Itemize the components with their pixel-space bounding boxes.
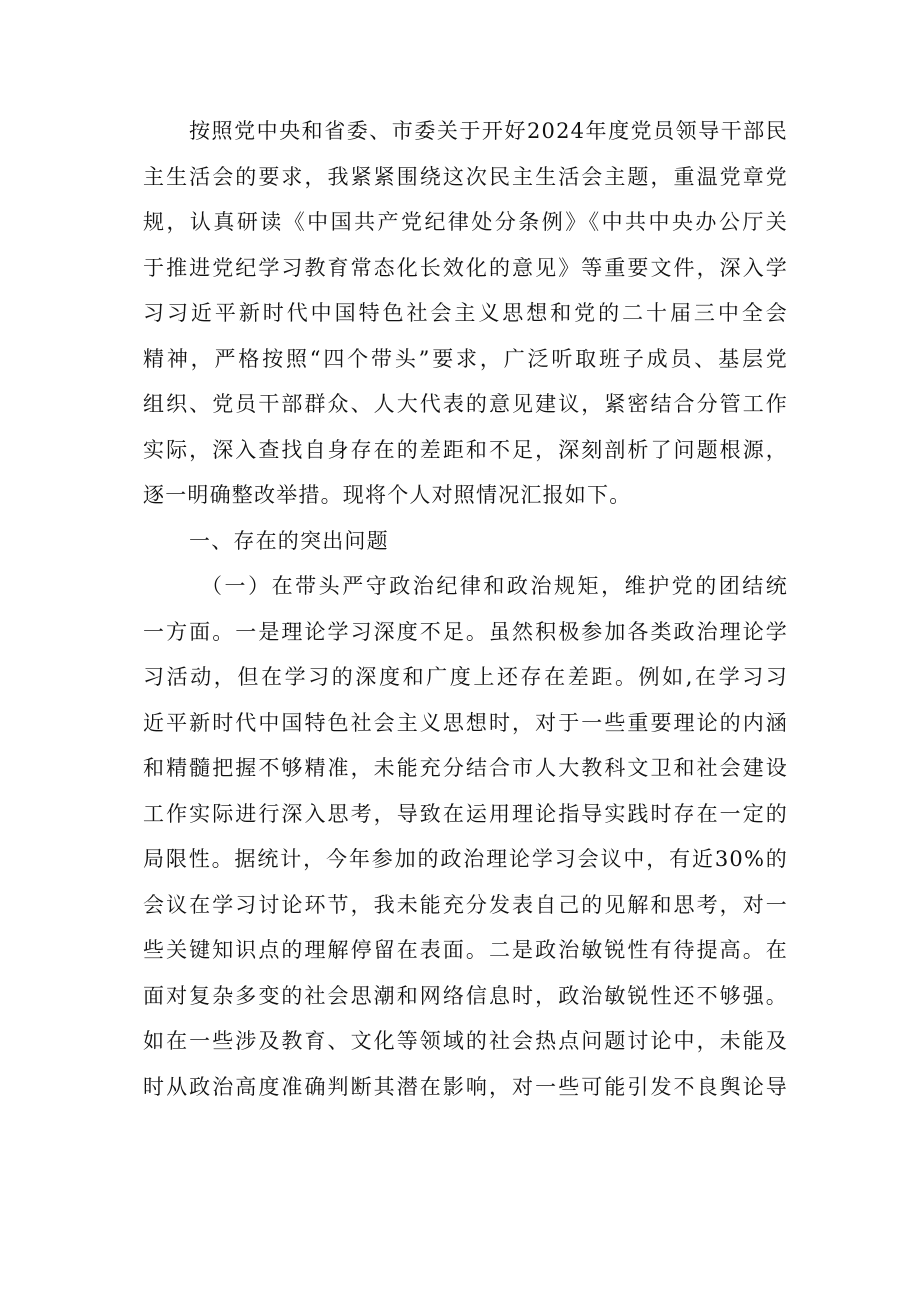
paragraph-2-line-4: 近平新时代中国特色社会主义思想时，对于一些重要理论的内涵 (143, 710, 788, 735)
paragraph-1-line-4: 于推进党纪学习教育常态化长效化的意见》等重要文件，深入学 (143, 255, 788, 280)
paragraph-1-line-2: 主生活会的要求，我紧紧围绕这次民主生活会主题，重温党章党 (143, 164, 788, 189)
paragraph-2-line-5: 和精髓把握不够精准，未能充分结合市人大教科文卫和社会建设 (143, 756, 788, 780)
paragraph-2-line-8: 会议在学习讨论环节，我未能充分发表自己的见解和思考，对一 (143, 892, 788, 917)
paragraph-2-line-11: 如在一些涉及教育、文化等领域的社会热点问题讨论中，未能及 (143, 1029, 788, 1053)
paragraph-1-line-3: 规，认真研读《中国共产党纪律处分条例》《中共中央办公厅关 (143, 210, 788, 234)
paragraph-1-line-5: 习习近平新时代中国特色社会主义思想和党的二十届三中全会 (143, 301, 788, 325)
paragraph-2-line-10: 面对复杂多变的社会思潮和网络信息时，政治敏锐性还不够强。 (143, 983, 788, 1008)
paragraph-1-line-7: 组织、党员干部群众、人大代表的意见建议，紧密结合分管工作 (143, 392, 788, 416)
paragraph-1-line-6: 精神，严格按照“四个带头”要求，广泛听取班子成员、基层党 (143, 346, 788, 371)
document-body (143, 109, 788, 1110)
paragraph-1-line-1: 按照党中央和省委、市委关于开好2024年度党员领导干部民 (189, 119, 788, 143)
paragraph-1-line-9: 逐一明确整改举措。现将个人对照情况汇报如下。 (143, 483, 632, 507)
paragraph-2-line-9: 些关键知识点的理解停留在表面。二是政治敏锐性有待提高。在 (143, 938, 788, 962)
paragraph-2-line-12: 时从政治高度准确判断其潜在影响，对一些可能引发不良舆论导 (143, 1074, 788, 1099)
paragraph-2-line-2: 一方面。一是理论学习深度不足。虽然积极参加各类政治理论学 (143, 619, 788, 644)
paragraph-2-line-1: （一）在带头严守政治纪律和政治规矩，维护党的团结统 (201, 574, 788, 598)
paragraph-2-line-6: 工作实际进行深入思考，导致在运用理论指导实践时存在一定的 (143, 801, 788, 826)
paragraph-2-line-3: 习活动，但在学习的深度和广度上还存在差距。例如,在学习习 (143, 665, 788, 689)
section-heading: 一、存在的突出问题 (189, 528, 389, 553)
paragraph-1-line-8: 实际，深入查找自身存在的差距和不足，深刻剖析了问题根源， (143, 437, 788, 462)
paragraph-2-line-7: 局限性。据统计，今年参加的政治理论学习会议中，有近30%的 (143, 847, 788, 871)
